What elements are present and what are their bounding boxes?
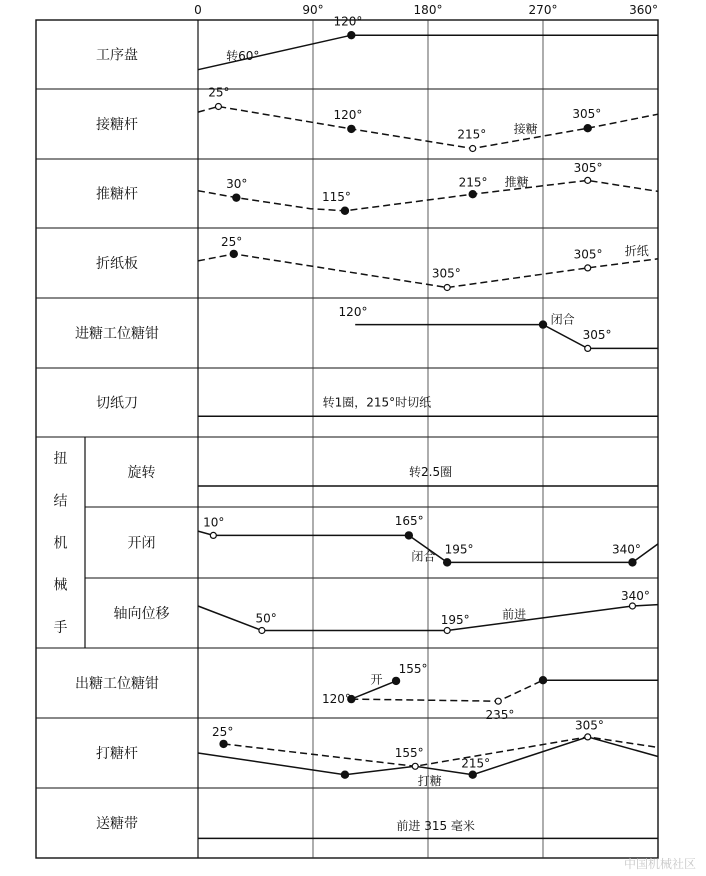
annotation: 215°	[458, 175, 488, 190]
annotation: 转2.5圈	[409, 465, 453, 479]
motion-curve-solid	[355, 325, 658, 349]
annotation: 155°	[398, 662, 428, 676]
point-marker	[444, 628, 450, 634]
annotation: 25°	[212, 725, 234, 739]
group-label-char: 械	[53, 577, 68, 594]
point-marker	[220, 740, 227, 747]
point-marker	[469, 191, 476, 198]
point-marker	[585, 734, 591, 740]
point-marker	[230, 250, 237, 257]
annotation: 305°	[573, 160, 603, 175]
axis-tick-label: 90°	[302, 3, 324, 17]
row-feed_tong	[339, 305, 658, 351]
annotation: 215°	[461, 756, 491, 771]
annotation: 10°	[203, 515, 225, 530]
point-marker	[348, 125, 355, 132]
annotation: 165°	[394, 514, 424, 529]
axis-tick-label: 270°	[528, 3, 558, 17]
axis-tick-label: 180°	[413, 3, 443, 17]
point-marker	[341, 207, 348, 214]
annotation: 305°	[582, 328, 612, 343]
point-marker	[412, 763, 418, 769]
row-label-striker: 打糖杆	[96, 746, 138, 762]
point-marker	[341, 771, 348, 778]
point-marker	[405, 532, 412, 539]
point-marker	[210, 532, 216, 538]
point-marker	[539, 321, 546, 328]
annotation: 120°	[321, 692, 351, 707]
point-marker	[444, 559, 451, 566]
row-out_tong	[322, 662, 658, 722]
group-label-char: 手	[53, 619, 68, 636]
row-label-feed_tong: 进糖工位糖钳	[75, 326, 159, 342]
point-marker	[392, 677, 399, 684]
annotation: 前进 315 毫米	[396, 818, 475, 833]
watermark: 中国机械社区	[623, 857, 696, 871]
group-label-char: 结	[53, 493, 68, 510]
row-label-pusher: 推糖杆	[96, 186, 138, 203]
annotation: 折纸	[624, 244, 649, 259]
row-label-belt: 送糖带	[96, 816, 138, 832]
point-marker	[233, 194, 240, 201]
point-marker	[469, 771, 476, 778]
annotation: 120°	[333, 14, 363, 29]
annotation: 闭合	[550, 312, 575, 327]
row-label-folder: 折纸板	[96, 256, 138, 272]
point-marker	[495, 698, 501, 704]
point-marker	[584, 125, 591, 132]
annotation: 235°	[485, 708, 515, 723]
annotation: 155°	[394, 746, 424, 760]
annotation: 25°	[208, 85, 230, 100]
axis-tick-label: 0	[194, 3, 202, 17]
point-marker	[585, 177, 591, 183]
annotation: 120°	[338, 305, 368, 319]
annotation: 340°	[620, 589, 650, 604]
row-label-axial: 轴向位移	[113, 606, 170, 622]
annotation: 闭合	[411, 549, 436, 564]
diagram-grid	[36, 20, 658, 858]
frame	[36, 20, 658, 858]
row-label-turret: 工序盘	[96, 47, 138, 64]
annotation: 开	[370, 672, 383, 687]
annotation: 305°	[572, 107, 602, 122]
annotation: 305°	[431, 266, 461, 281]
point-marker	[629, 559, 636, 566]
annotation: 120°	[333, 107, 363, 122]
annotation: 转1圈，215°时切纸	[322, 395, 432, 410]
annotation: 215°	[457, 127, 487, 142]
group-label-char: 扭	[53, 451, 68, 468]
degree-axis	[194, 3, 658, 17]
point-marker	[470, 146, 476, 152]
point-marker	[348, 32, 355, 39]
group-label-char: 机	[53, 535, 68, 552]
row-label-out_tong: 出糖工位糖钳	[75, 676, 159, 692]
annotation: 25°	[221, 235, 243, 249]
point-marker	[629, 603, 635, 609]
point-marker	[215, 104, 221, 110]
row-label-openclose: 开闭	[127, 535, 156, 552]
annotation: 打糖	[417, 774, 442, 788]
point-marker	[539, 677, 546, 684]
annotation: 推糖	[504, 174, 529, 189]
row-labels	[54, 48, 170, 833]
row-label-rotate: 旋转	[127, 465, 156, 481]
annotation: 195°	[444, 542, 474, 557]
annotation: 30°	[226, 176, 248, 191]
axis-tick-label: 360°	[629, 3, 658, 17]
point-marker	[585, 345, 591, 351]
annotation: 115°	[321, 189, 351, 204]
annotation: 前进	[502, 607, 527, 622]
annotation: 305°	[573, 247, 603, 262]
annotation: 340°	[612, 542, 641, 557]
point-marker	[259, 628, 265, 634]
annotation: 接糖	[513, 121, 538, 136]
row-label-receiver: 接糖杆	[96, 117, 138, 133]
annotation: 195°	[440, 613, 470, 627]
annotation: 305°	[574, 718, 604, 733]
point-marker	[444, 285, 450, 291]
motion-curve-dashed	[224, 737, 658, 766]
annotation: 50°	[255, 611, 277, 626]
annotation: 转60°	[226, 48, 260, 63]
row-label-cutter: 切纸刀	[96, 395, 138, 412]
point-marker	[585, 265, 591, 271]
